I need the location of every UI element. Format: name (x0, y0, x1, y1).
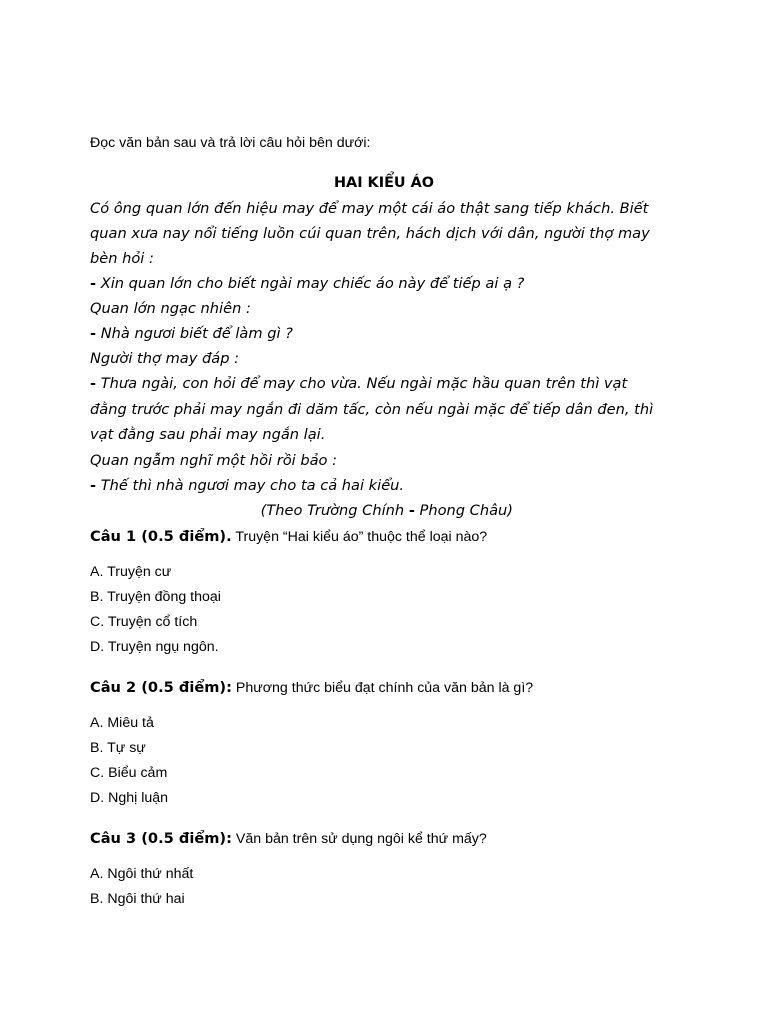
story-line-dash: - (90, 325, 97, 342)
story-line-text: bèn hỏi : (90, 250, 154, 267)
story-line (90, 350, 239, 367)
story-line-text: Thưa ngài, con hỏi để may cho vừa. Nếu ngài mặc hầu quan trên thì vạt (96, 375, 628, 392)
story-line (90, 477, 404, 494)
answer-option: B. Truyện đồng thoại (90, 589, 221, 605)
answer-option: C. Biểu cảm (90, 765, 168, 781)
question-label: Câu 2 (0.5 điểm): (90, 679, 232, 696)
document-page (90, 0, 690, 1024)
question-text: Văn bản trên sử dụng ngôi kể thứ mấy? (231, 831, 487, 847)
story-line (90, 426, 325, 443)
question-heading (90, 528, 487, 546)
source-dash: - (408, 502, 415, 519)
question-label: Câu 3 (0.5 điểm): (90, 830, 232, 847)
source-part2: Phong Châu) (414, 502, 513, 519)
story-title: HAI KIỂU ÁO (334, 175, 434, 191)
story-line (90, 401, 653, 418)
story-line-text: Người thợ may đáp : (90, 350, 240, 367)
question-heading (90, 830, 487, 848)
story-line-text: Thế thì nhà ngươi may cho ta cả hai kiểu. (96, 477, 405, 494)
answer-option: B. Tự sự (90, 740, 146, 756)
story-line-dash: - (90, 275, 97, 292)
question-label: Câu 1 (0.5 điểm). (90, 528, 232, 545)
story-line-dash: - (90, 477, 97, 494)
story-line-text: quan xưa nay nổi tiếng luồn cúi quan trên, hách dịch với dân, người thợ may (90, 225, 650, 242)
story-line-text: Quan ngẫm nghĩ một hồi rồi bảo : (90, 452, 338, 469)
answer-option: C. Truyện cổ tích (90, 614, 198, 630)
instruction-text: Đọc văn bản sau và trả lời câu hỏi bên dưới: (90, 135, 371, 151)
story-line (90, 275, 524, 292)
story-line (90, 375, 627, 392)
answer-option: A. Miêu tả (90, 715, 154, 731)
question-text: Phương thức biểu đạt chính của văn bản là gì? (231, 680, 534, 696)
answer-option: A. Ngôi thứ nhất (90, 866, 194, 882)
answer-option: B. Ngôi thứ hai (90, 891, 185, 907)
source-part1: (Theo Trường Chính (260, 502, 409, 519)
story-line (90, 325, 293, 342)
story-line (90, 452, 337, 469)
story-line-text: đằng trước phải may ngắn đi dăm tấc, còn nếu ngài mặc để tiếp dân đen, thì (90, 401, 654, 418)
answer-option: D. Truyện ngụ ngôn. (90, 639, 219, 655)
story-line (90, 300, 251, 317)
story-line-dash: - (90, 375, 97, 392)
story-source (90, 502, 678, 519)
story-line-text: Quan lớn ngạc nhiên : (90, 300, 251, 317)
answer-option: A. Truyện cư (90, 564, 172, 580)
story-line-text: Nhà ngươi biết để làm gì ? (96, 325, 293, 342)
story-line-text: Xin quan lớn cho biết ngài may chiếc áo này để tiếp ai ạ ? (96, 275, 525, 292)
question-heading (90, 679, 533, 697)
story-line (90, 200, 648, 217)
story-line-text: Có ông quan lớn đến hiệu may để may một cái áo thật sang tiếp khách. Biết (90, 200, 649, 217)
answer-option: D. Nghị luận (90, 790, 169, 806)
story-line-text: vạt đằng sau phải may ngắn lại. (90, 426, 326, 443)
story-line (90, 225, 650, 242)
story-line (90, 250, 154, 267)
question-text: Truyện “Hai kiểu áo” thuộc thể loại nào? (231, 529, 488, 545)
